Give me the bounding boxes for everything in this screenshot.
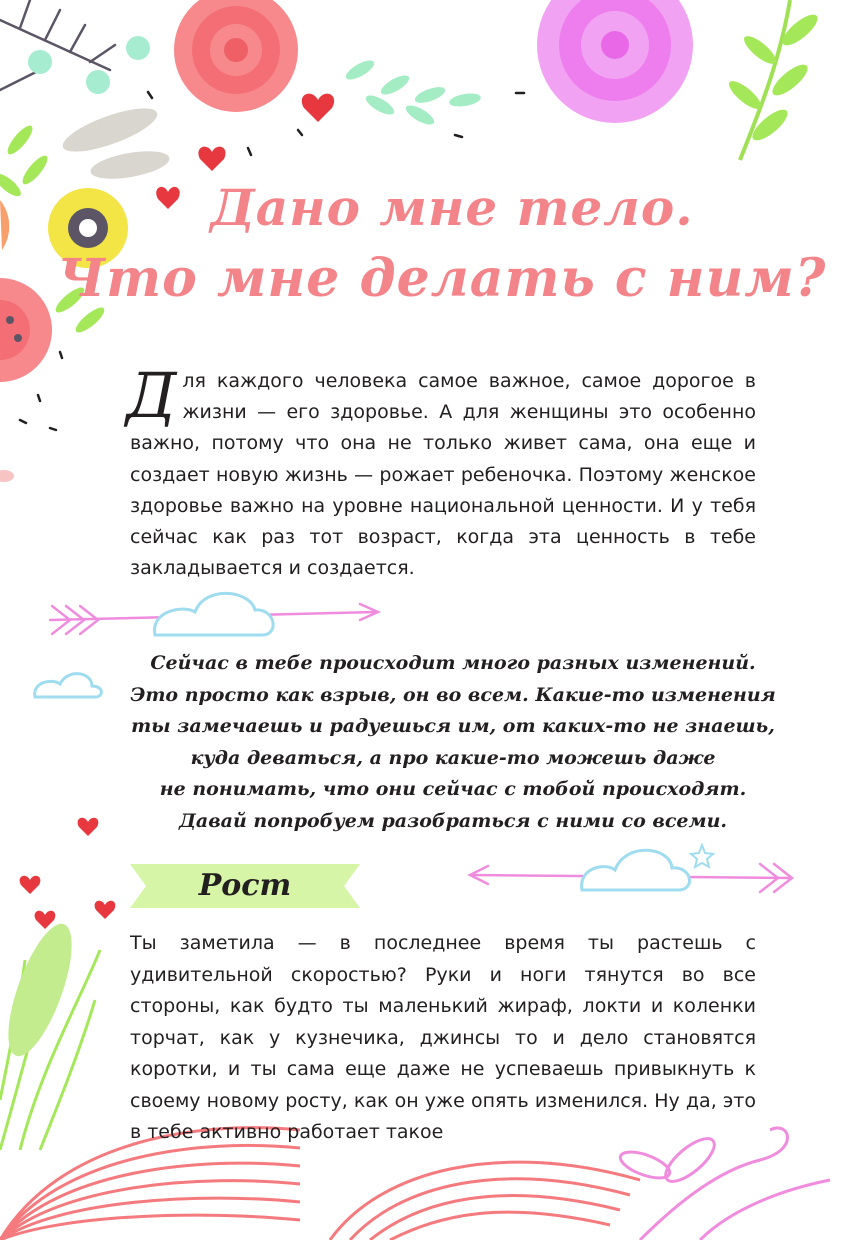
section-title: Рост	[198, 868, 292, 903]
mint-leaf-icon	[343, 57, 482, 128]
star-icon	[691, 845, 713, 867]
quote-line: Сейчас в тебе происходит много разных изменений.	[150, 652, 756, 674]
intro-text: ля каждого человека самое важное, самое дорогое в жизни — его здоровье. А для женщины это особенно важно, потому что она не только живет сама, она еще и создает новую жизнь — рожает ребеночка. Поэтому женское здоровье важно на уровне национальной ценности. И у тебя сейчас как раз тот возраст, когда эта ценность в тебе закладывается и создается.	[130, 370, 756, 580]
magenta-flower-icon	[537, 0, 693, 123]
page-title-line1: Дано мне тело.	[210, 178, 694, 237]
mint-flower-icon	[28, 36, 150, 94]
page-title-line2: Что мне делать с ним?	[57, 248, 827, 309]
drop-cap: Д	[126, 359, 177, 432]
quote-block	[110, 648, 796, 837]
quote-line: куда деваться, а про какие-то можешь даже	[190, 746, 716, 769]
quote-line: Давай попробуем разобраться с ними со всеми.	[178, 809, 727, 832]
section-ribbon	[130, 862, 360, 910]
pink-dot-icon	[0, 470, 14, 482]
section-paragraph: Ты заметила — в последнее время ты растешь с удивительной скоростью? Руки и ноги тянутся во все стороны, как будто ты маленький жираф, локти и коленки торчат, как у кузнечика, джинсы то и дело становятся коротки, и ты сама еще даже не успеваешь привыкнуть к своему новому росту, как он уже опять изменился. Ну да, это в тебе активно работает такое	[130, 932, 756, 1143]
lime-leaf-icon	[0, 917, 85, 1064]
grey-leaf-icon	[58, 100, 171, 184]
quote-line: не понимать, что они сейчас с тобой происходят.	[159, 778, 747, 800]
coral-flower-icon	[174, 0, 298, 112]
quote-line: Это просто как взрыв, он во всем. Какие-то изменения	[130, 683, 776, 706]
intro-paragraph	[126, 359, 756, 584]
quote-line: ты замечаешь и радуешься им, от каких-то не знаешь,	[131, 715, 775, 737]
lime-leaf-icon	[725, 10, 822, 146]
